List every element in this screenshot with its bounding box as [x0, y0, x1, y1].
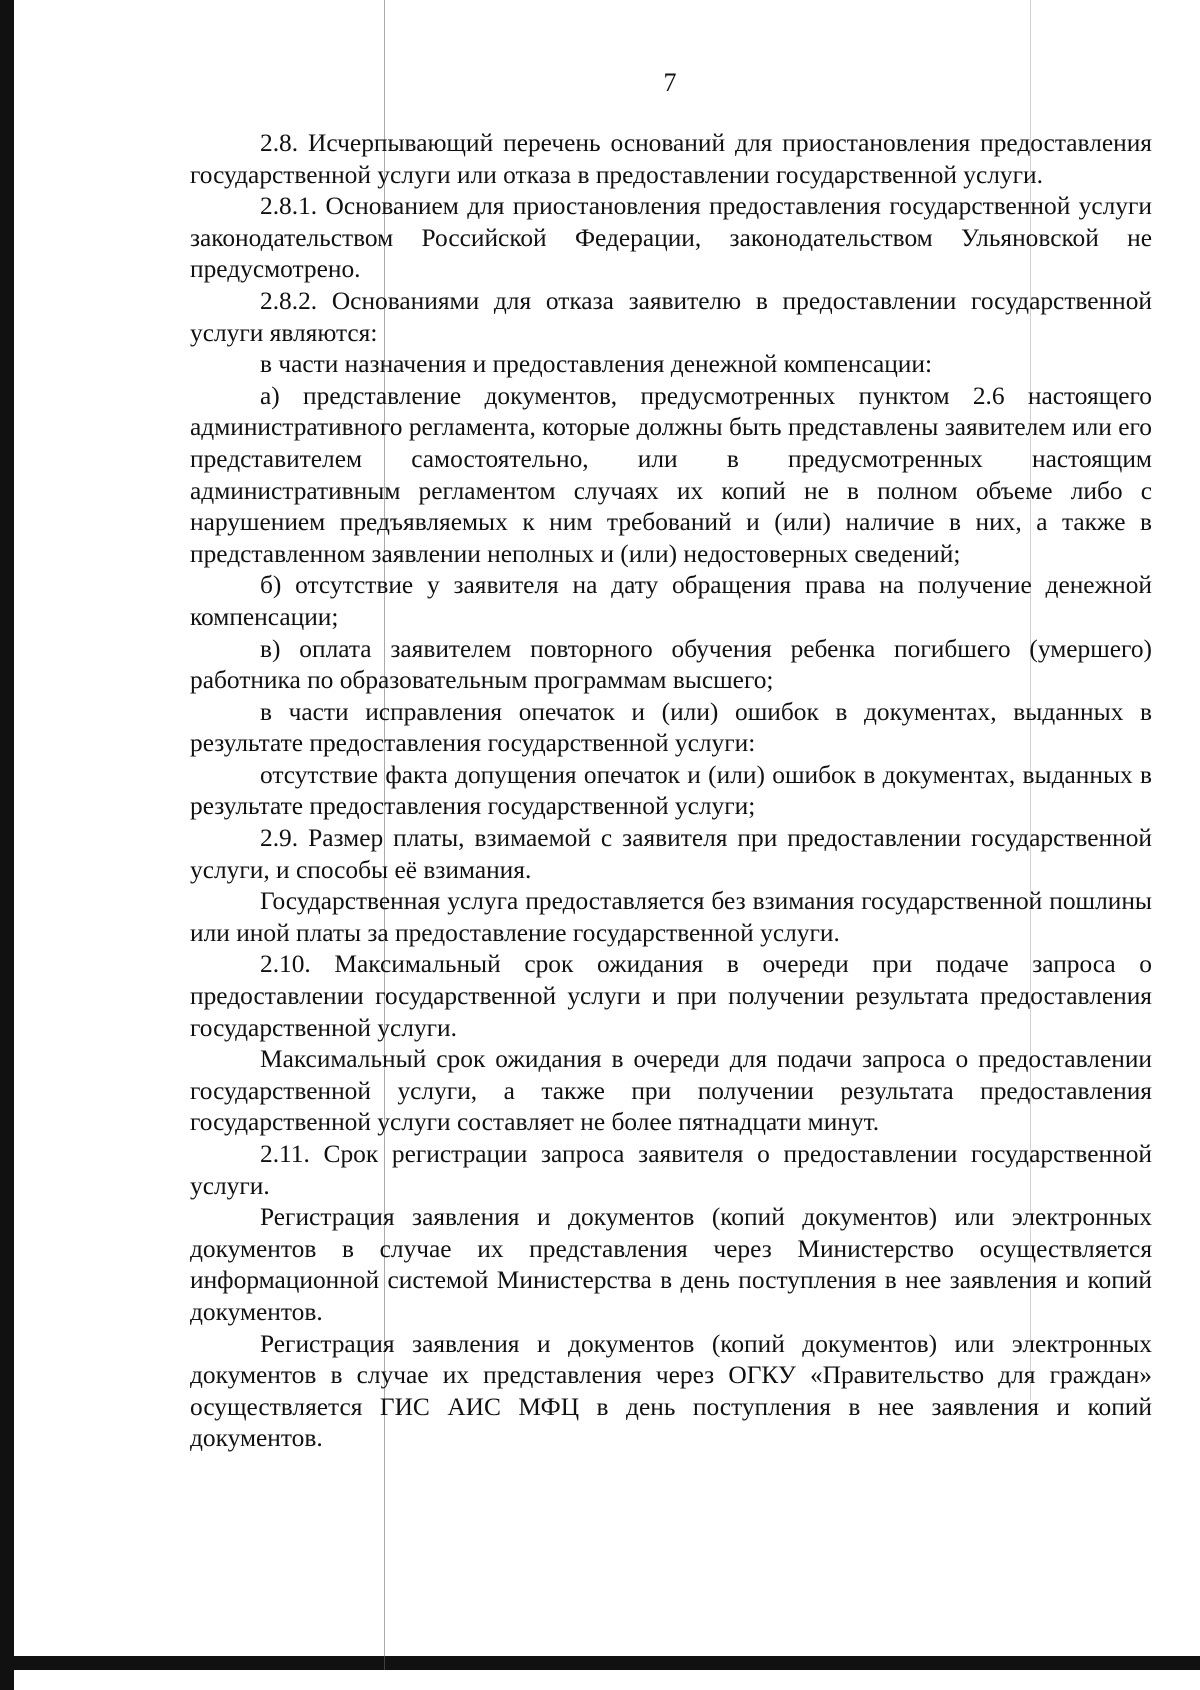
paragraph: 2.10. Максимальный срок ожидания в очереди при подаче запроса о предоставлении государственной услуги и при получении результата предоставления государственной услуги. — [190, 950, 1152, 1042]
paragraph: Регистрация заявления и документов (копий документов) или электронных документов в случае их представления через Министерство осуществляется информационной системой Министерства в день поступления в нее заявления и копий документов. — [190, 1203, 1152, 1326]
paragraph: в) оплата заявителем повторного обучения ребенка погибшего (умершего) работника по образовательным программам высшего; — [190, 634, 1152, 695]
paragraph: 2.8.2. Основаниями для отказа заявителю в предоставлении государственной услуги являются: — [190, 286, 1152, 347]
paragraph: б) отсутствие у заявителя на дату обращения права на получение денежной компенсации; — [190, 571, 1152, 631]
paragraph: 2.8.1. Основанием для приостановления предоставления государственной услуги законодательством Российской Федерации, законодательством Ульяновской не предусмотрено. — [190, 192, 1152, 284]
paragraph: в части исправления опечаток и (или) ошибок в документах, выданных в результате предоставления государственной услуги: — [190, 697, 1152, 758]
paragraph: в части назначения и предоставления денежной компенсации: — [260, 350, 933, 379]
document-body — [190, 128, 1152, 1455]
page-number: 7 — [663, 68, 677, 97]
paragraph: Государственная услуга предоставляется без взимания государственной пошлины или иной платы за предоставление государственной услуги. — [190, 887, 1152, 947]
paragraph: 2.11. Срок регистрации запроса заявителя о предоставлении государственной услуги. — [190, 1140, 1152, 1200]
paragraph: а) представление документов, предусмотренных пунктом 2.6 настоящего административного регламента, которые должны быть представлены заявителем или его представителем самостоятельно, или в предусмотренных настоящим административным регламентом случаях их копий не в полном объеме либо с нарушением предъявляемых к ним требований и (или) наличие в них, а также в представленном заявлении неполных и (или) недостоверных сведений; — [190, 381, 1152, 568]
paragraph: отсутствие факта допущения опечаток и (или) ошибок в документах, выданных в результате предоставления государственной услуги; — [190, 760, 1152, 821]
paragraph: Регистрация заявления и документов (копий документов) или электронных документов в случае их представления через ОГКУ «Правительство для граждан» осуществляется ГИС АИС МФЦ в день поступления в нее заявления и копий документов. — [190, 1329, 1152, 1453]
paragraph: 2.8. Исчерпывающий перечень оснований для приостановления предоставления государственной услуги или отказа в предоставлении государственной услуги. — [190, 129, 1152, 189]
paragraph: 2.9. Размер платы, взимаемой с заявителя при предоставлении государственной услуги, и способы её взимания. — [190, 824, 1152, 884]
scan-border-left — [0, 0, 14, 1690]
paragraph: Максимальный срок ожидания в очереди для подачи запроса о предоставлении государственной услуги, а также при получении результата предоставления государственной услуги составляет не более пятнадцати минут. — [190, 1045, 1152, 1137]
scan-border-bottom — [0, 1656, 1200, 1670]
